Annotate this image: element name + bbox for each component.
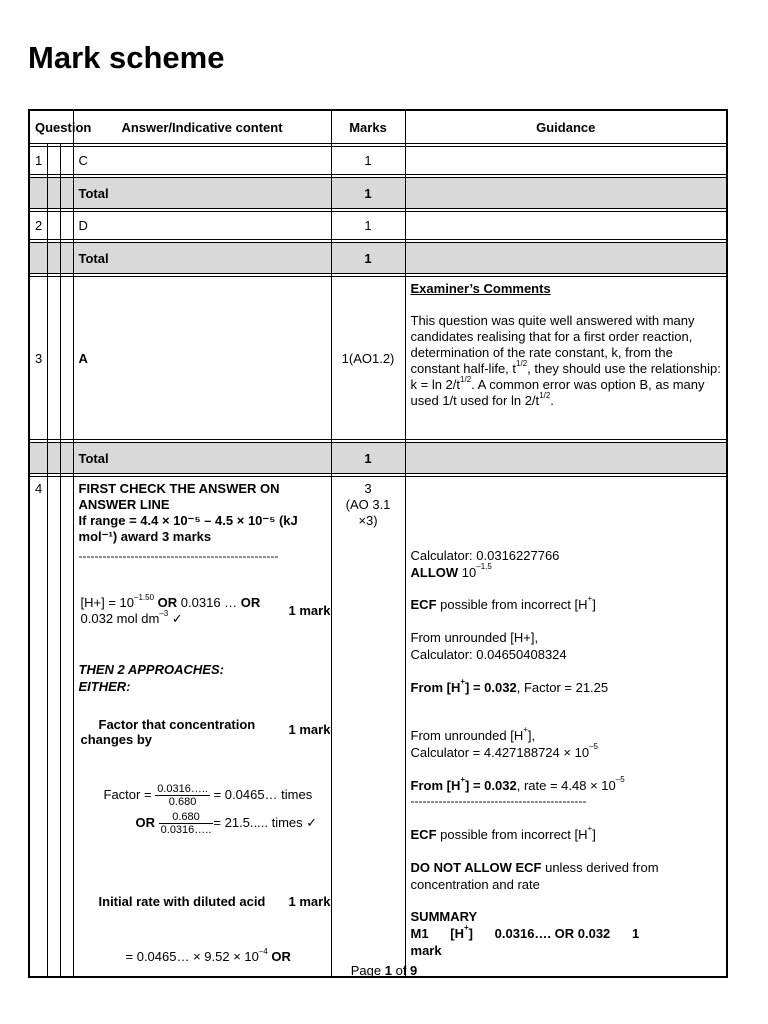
total-row-q2 — [29, 243, 727, 274]
total-marks: 1 — [331, 178, 405, 209]
total-label: Total — [73, 243, 331, 274]
guidance-ecf-2: ECF possible from incorrect [H+] — [410, 824, 596, 842]
table-row-q4 — [29, 477, 727, 978]
fraction-1: $\frac{0.0316\dots..}{0.680}$ — [157, 783, 208, 808]
first-check-text: FIRST CHECK THE ANSWER ON ANSWER LINE — [78, 481, 280, 512]
total-label: Total — [73, 443, 331, 474]
rate-line: = 0.0465… × $9.52 \times 10^{-4}$ OR — [125, 947, 291, 964]
mark-label: 1 mark — [288, 603, 331, 618]
mark-scheme-table — [28, 109, 728, 978]
guidance-calc-1: Calculator: 0.0316227766 — [410, 548, 560, 563]
page-title: Mark scheme — [28, 40, 225, 75]
guidance-cell — [405, 477, 727, 978]
answer-cell: C — [73, 147, 331, 175]
fraction-2: $\frac{0.680}{0.0316\dots..}$ — [160, 811, 212, 836]
either-text: EITHER: — [78, 679, 131, 694]
range-text: If range = 4.4 × 10⁻⁵ – 4.5 × 10⁻⁵ (kJ mol⁻¹) award 3 marks — [78, 513, 298, 544]
mark-label: 1 mark — [288, 894, 331, 909]
total-row-q3 — [29, 443, 727, 474]
page-number: 1 — [384, 963, 392, 978]
question-number: 1 — [29, 147, 47, 175]
factor-heading: Factor that concentration changes by — [80, 717, 256, 747]
page-footer: Page 1 of 9 — [350, 963, 418, 978]
total-label: Total — [73, 178, 331, 209]
factor-line: Factor = $\frac{0.0316\dots..}{0.680}$ = 0.0465… times — [103, 783, 313, 808]
header-row — [29, 110, 727, 144]
page-total: 9 — [410, 963, 418, 978]
marks-cell: 1 — [331, 147, 405, 175]
initial-rate-heading: Initial rate with diluted acid — [98, 894, 266, 909]
total-marks: 1 — [331, 243, 405, 274]
answer-cell — [73, 477, 331, 978]
total-row-q1 — [29, 178, 727, 209]
guidance-calc-2: Calculator: 0.04650408324 — [410, 647, 567, 662]
guidance-ecf-1: ECF possible from incorrect [H+] — [410, 594, 596, 612]
examiner-comments-text: This question was quite well answered with many candidates realising that for a first order reaction, determination of the rate constant, k, from the constant half-life, $t^{1/2}$, they should use the relationship: $k = \ln 2/t^{1/2}$. A common error was option B, as many used 1/t used for $\ln 2/t^{1/2}$. — [410, 313, 721, 408]
h-plus-line: $[H+] = 10^{-1.50}$ OR 0.0316 … OR 0.032 mol $dm^{-3}$ ✓ — [80, 593, 261, 626]
answer-cell: D — [73, 212, 331, 240]
guidance-from-2: From [H+] = 0.032, rate = $4.48 \times 10^{-5}$ — [410, 775, 625, 793]
divider-dashes: -------------------------------------------------- — [78, 549, 279, 563]
question-number: 2 — [29, 212, 47, 240]
question-number: 4 — [29, 477, 47, 978]
guidance-allow: ALLOW $10^{-1.5}$ — [410, 562, 492, 580]
total-marks: 1 — [331, 443, 405, 474]
header-answer: Answer/Indicative content — [73, 110, 331, 144]
answer-cell: A — [73, 277, 331, 440]
header-marks: Marks — [331, 110, 405, 144]
guidance-m1-mark: mark — [410, 943, 442, 958]
guidance-unrounded-2: From unrounded [H+], — [410, 725, 536, 743]
guidance-dashes: -------------------------------------------- — [410, 794, 587, 808]
guidance-calc-3: Calculator = $4.427188724 \times 10^{-5}$ — [410, 742, 598, 760]
header-question: Question — [29, 110, 73, 144]
question-number: 3 — [29, 277, 47, 440]
table-row-q3 — [29, 277, 727, 440]
marks-cell: 3 (AO 3.1 ×3) — [331, 477, 405, 978]
marks-cell: 1(AO1.2) — [331, 277, 405, 440]
guidance-from-1: From [H+] = 0.032, Factor = 21.25 — [410, 677, 609, 695]
marks-cell: 1 — [331, 212, 405, 240]
guidance-unrounded-1: From unrounded [H+], — [410, 630, 539, 645]
guidance-summary: SUMMARY — [410, 909, 478, 924]
then-text: THEN 2 APPROACHES: — [78, 662, 224, 677]
examiner-comments-heading: Examiner’s Comments — [410, 281, 551, 296]
guidance-cell — [405, 277, 727, 440]
guidance-m1: M1 [H+] 0.0316…. OR 0.032 1 — [410, 923, 640, 941]
table-row-q1 — [29, 147, 727, 175]
header-guidance: Guidance — [405, 110, 727, 144]
table-row-q2 — [29, 212, 727, 240]
factor-or-line: OR $\frac{0.680}{0.0316\dots..}$ = 21.5..... times ✓ — [135, 811, 318, 836]
mark-label: 1 mark — [288, 722, 331, 737]
guidance-do-not-allow: DO NOT ALLOW ECF unless derived from concentration and rate — [410, 860, 659, 892]
